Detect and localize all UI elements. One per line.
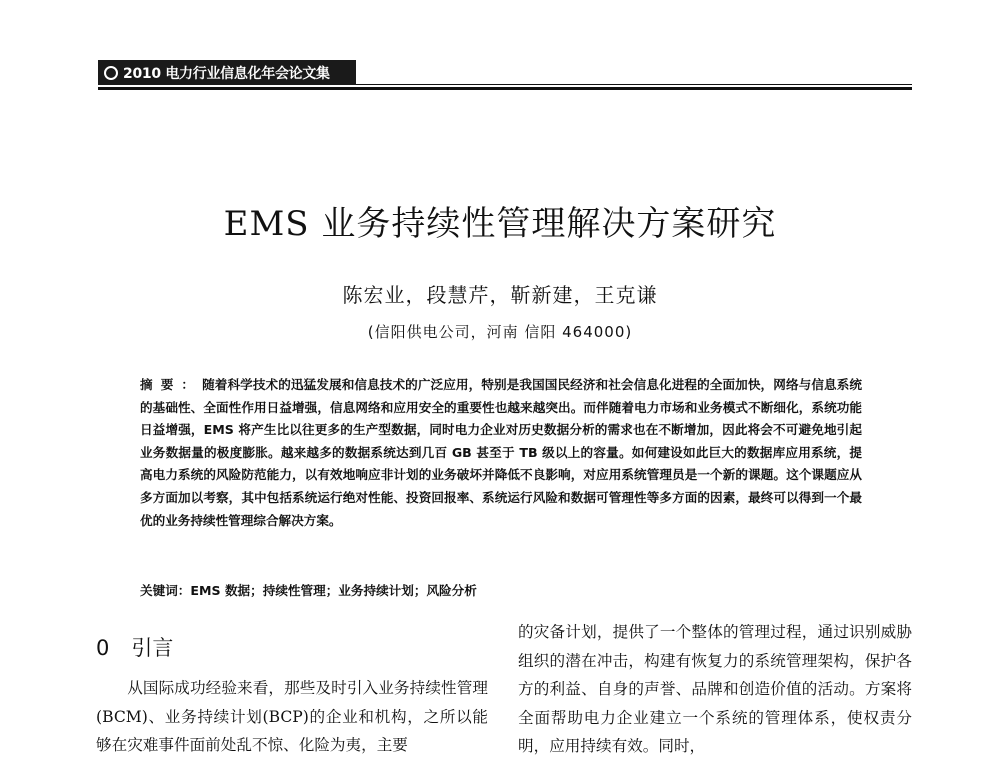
running-header [98, 60, 356, 85]
header-rule [98, 87, 912, 90]
keywords-text: EMS 数据；持续性管理；业务持续计划；风险分析 [190, 583, 477, 598]
running-header-text: 2010 电力行业信息化年会论文集 [123, 65, 330, 82]
paper-authors: 陈宏业，段慧芹，靳新建，王克谦 [342, 283, 658, 307]
abstract [140, 374, 862, 532]
body-right-column: 的灾备计划，提供了一个整体的管理过程，通过识别威胁组织的潜在冲击，构建有恢复力的系统管理架构，保护各方的利益、自身的声誉、品牌和创造价值的活动。方案将全面帮助电力企业建立一个系统的管理体系，使权责分明，应用持续有效。同时， [518, 623, 912, 755]
body-left-column: 从国际成功经验来看，那些及时引入业务持续性管理(BCM)、业务持续计划(BCP)的企业和机构，之所以能够在灾难事件面前处乱不惊、化险为夷，主要 [96, 679, 488, 754]
keywords-label: 关键词： [140, 583, 191, 598]
section-heading [96, 632, 173, 662]
paper-title: EMS 业务持续性管理解决方案研究 [223, 204, 777, 244]
abstract-text: 随着科学技术的迅猛发展和信息技术的广泛应用，特别是我国国民经济和社会信息化进程的全面加快，网络与信息系统的基础性、全面性作用日益增强，信息网络和应用安全的重要性也越来越突出。而伴随着电力市场和业务模式不断细化，系统功能日益增强，EMS 将产生比以往更多的生产型数据，同时电力企业对历史数据分析的需求也在不断增加，因此将会不可避免地引起业务数据量的极度膨胀。越来越多的数据系统达到几百 GB 甚至于 TB 级以上的容量。如何建设如此巨大的数据库应用系统，提高电力系统的风险防范能力，以有效地响应非计划的业务破坏并降低不良影响，对应用系统管理员是一个新的课题。这个课题应从多方面加以考察，其中包括系统运行绝对性能、投资回报率、系统运行风险和数据可管理性等多方面的因素，最终可以得到一个最优的业务持续性管理综合解决方案。 [140, 377, 862, 528]
keywords [140, 580, 862, 599]
header-rule-thin [356, 84, 912, 85]
section-number: 0 [96, 636, 110, 660]
section-title: 引言 [131, 636, 174, 660]
paper-affiliation: (信阳供电公司，河南 信阳 464000) [367, 323, 633, 341]
abstract-label: 摘要： [140, 377, 203, 392]
logo-icon [104, 66, 118, 80]
